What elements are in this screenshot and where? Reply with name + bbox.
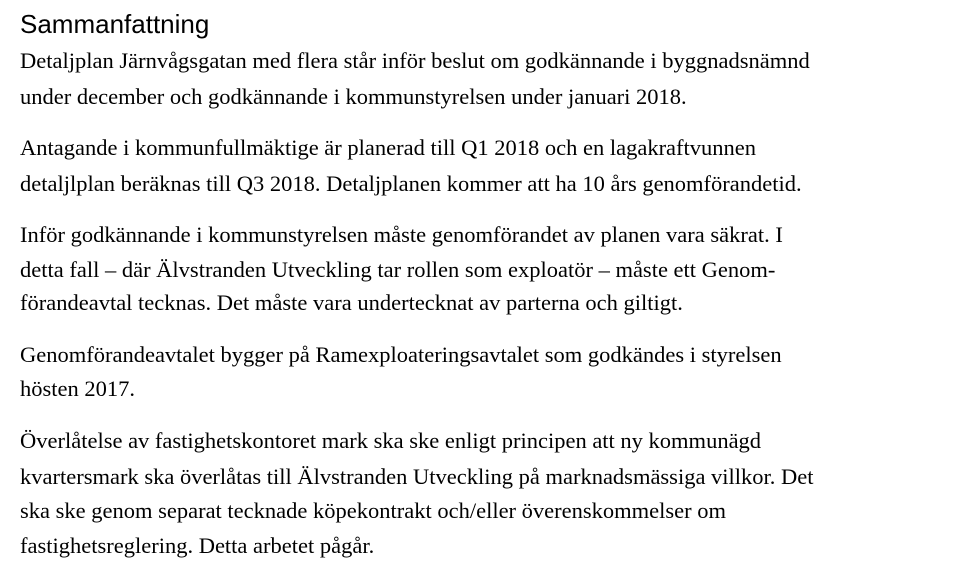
text-line: Genomförandeavtalet bygger på Ramexploateringsavtalet som godkändes i styrelsen (20, 342, 782, 367)
section-heading: Sammanfattning (20, 9, 210, 39)
text-line: Inför godkännande i kommunstyrelsen måste genomförandet av planen vara säkrat. I (20, 222, 783, 247)
text-line: förandeavtal tecknas. Det måste vara undertecknat av parterna och giltigt. (20, 290, 683, 315)
text-line: ska ske genom separat tecknade köpekontrakt och/eller överenskommelser om (20, 498, 727, 523)
text-line: Detaljplan Järnvågsgatan med flera står inför beslut om godkännande i byggnadsnämnd (20, 48, 810, 73)
text-line: detaljlplan beräknas till Q3 2018. Detaljplanen kommer att ha 10 års genomförandetid. (20, 171, 802, 196)
text-line: Överlåtelse av fastighetskontoret mark ska ske enligt principen att ny kommunägd (20, 428, 762, 453)
text-line: Antagande i kommunfullmäktige är planerad till Q1 2018 och en lagakraftvunnen (20, 135, 757, 160)
text-line: fastighetsreglering. Detta arbetet pågår. (20, 533, 375, 558)
text-line: kvartersmark ska överlåtas till Älvstranden Utveckling på marknadsmässiga villkor. Det (20, 464, 814, 489)
text-line: under december och godkännande i kommunstyrelsen under januari 2018. (20, 84, 687, 109)
text-line: detta fall – där Älvstranden Utveckling tar rollen som exploatör – måste ett Genom- (20, 257, 776, 282)
text-line: hösten 2017. (20, 376, 135, 401)
